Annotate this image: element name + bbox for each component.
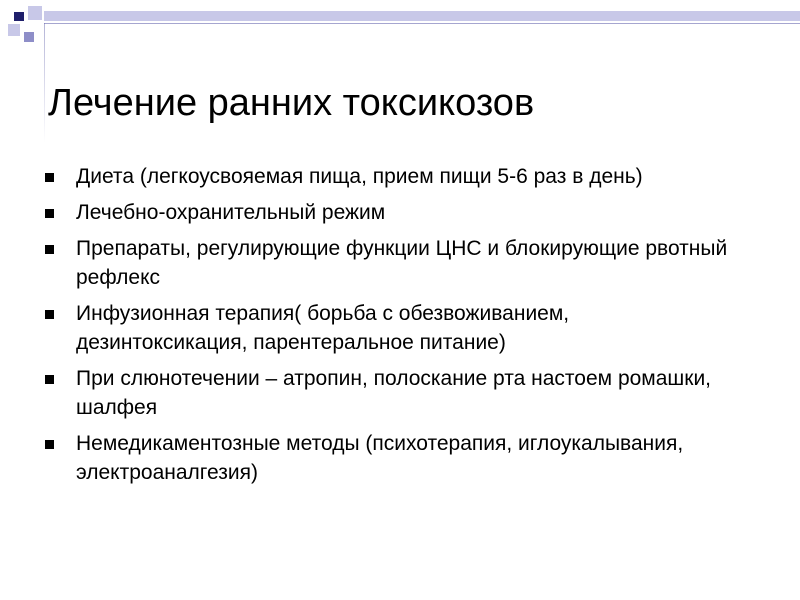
bullet-item	[45, 429, 745, 487]
bullet-text: Препараты, регулирующие функции ЦНС и блокирующие рвотный рефлекс	[76, 237, 728, 289]
bullet-item	[45, 198, 745, 227]
bullet-list	[45, 162, 745, 494]
decor-square-dark	[14, 12, 24, 21]
square-bullet-icon	[45, 245, 54, 254]
decor-square-light	[8, 24, 20, 36]
square-bullet-icon	[45, 209, 54, 218]
decor-square-light	[28, 6, 42, 20]
bullet-text: Диета (легкоусвояемая пища, прием пищи 5-6 раз в день)	[76, 165, 643, 188]
bullet-text: Инфузионная терапия( борьба с обезвоживанием, дезинтоксикация, парентеральное питание)	[76, 302, 570, 354]
bullet-text: При слюнотечении – атропин, полоскание рта настоем ромашки, шалфея	[76, 367, 712, 419]
bullet-item	[45, 162, 745, 191]
bullet-text: Немедикаментозные методы (психотерапия, иглоукалывания, электроаналгезия)	[76, 432, 684, 484]
square-bullet-icon	[45, 440, 54, 449]
bullet-item	[45, 364, 745, 422]
slide-title: Лечение ранних токсикозов	[48, 82, 535, 124]
decor-square-mid	[24, 32, 34, 42]
header-bar	[44, 11, 800, 21]
bullet-item	[45, 234, 745, 292]
square-bullet-icon	[45, 310, 54, 319]
left-divider	[44, 23, 45, 143]
square-bullet-icon	[45, 375, 54, 384]
bullet-text: Лечебно-охранительный режим	[76, 201, 386, 224]
bullet-item	[45, 299, 745, 357]
header-divider	[44, 23, 800, 24]
square-bullet-icon	[45, 173, 54, 182]
